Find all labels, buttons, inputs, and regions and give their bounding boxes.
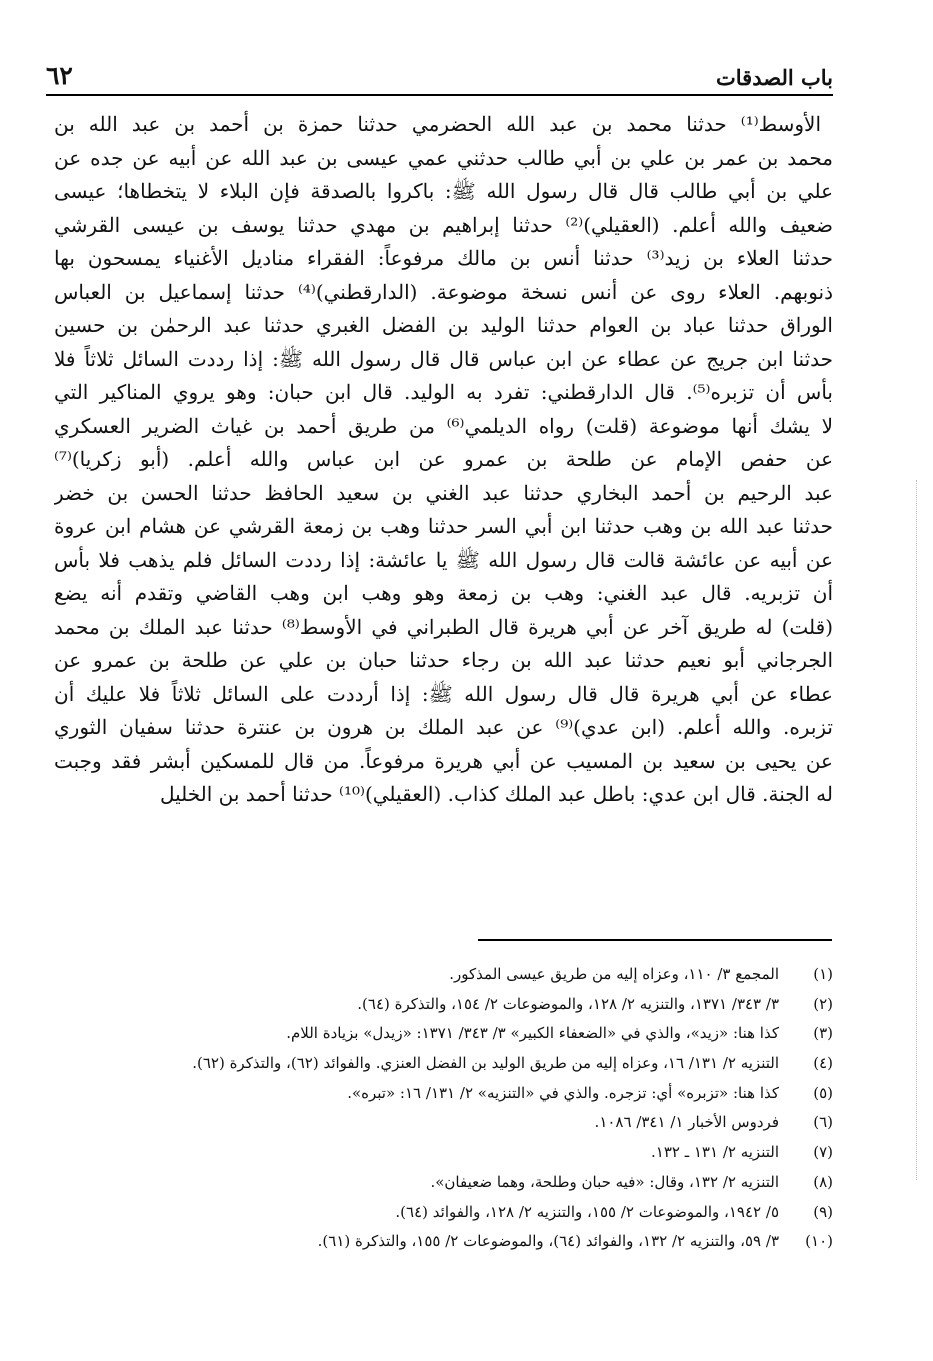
footnote-number: (٩) bbox=[813, 1202, 833, 1221]
text-line: علي بن أبي طالب قال قال رسول الله ﷺ: باكروا بالصدقة فإن البلاء لا يتخطاها؛ عيسى bbox=[54, 179, 833, 203]
text-line: الوراق حدثنا عباد بن العوام حدثنا الوليد بن الفضل الغبري حدثنا عبد الرحمٰن بن حسين bbox=[54, 313, 833, 337]
page-header bbox=[46, 58, 833, 96]
scan-margin-mark bbox=[916, 480, 919, 1180]
text-line: عن يحيى بن سعيد بن المسيب عن أبي هريرة مرفوعاً. من قال للمسكين أبشر فقد وجبت bbox=[54, 748, 833, 773]
footnote-text: التنزيه ٢/ ١٣١ ـ ١٣٢. bbox=[650, 1143, 779, 1162]
text-line: ضعيف والله أعلم. (العقيلي)⁽²⁾ حدثنا إبراهيم بن مهدي حدثنا يوسف بن عيسى القرشي bbox=[54, 212, 833, 237]
footnote-number: (٧) bbox=[813, 1143, 833, 1162]
text-line: عن أبيه عن عائشة قالت قال رسول الله ﷺ يا عائشة: إذا رددت السائل فلم يذهب فلا بأس bbox=[54, 547, 833, 572]
footnote-number: (٢) bbox=[813, 994, 833, 1013]
main-text bbox=[54, 108, 833, 812]
text-line: محمد بن عمر بن علي بن أبي طالب حدثني عمي عيسى بن عبد الله عن أبيه عن جده عن bbox=[54, 145, 833, 170]
footnote-number: (٦) bbox=[813, 1113, 833, 1132]
footnote-text: ٣/ ٥٩، والتنزيه ٢/ ١٣٢، والفوائد (٦٤)، والموضوعات ٢/ ١٥٥، والتذكرة (٦١). bbox=[317, 1232, 779, 1251]
text-line: عن حفص الإمام عن طلحة بن عمرو عن ابن عباس والله أعلم. (أبو زكريا)⁽⁷⁾ bbox=[54, 447, 833, 471]
footnote bbox=[40, 1049, 833, 1079]
text-line: حدثنا ابن جريج عن عطاء عن ابن عباس قال قال رسول الله ﷺ: إذا رددت السائل ثلاثاً فلا bbox=[54, 346, 833, 371]
footnote-text: كذا هنا: «تزبره» أي: تزجره. والذي في «التنزيه» ٢/ ١٣١/ ١٦: «تبره». bbox=[347, 1083, 779, 1102]
footnote-separator bbox=[478, 939, 832, 941]
footnote bbox=[40, 960, 833, 990]
footnote-text: التنزيه ٢/ ١٣١/ ١٦، وعزاه إليه من طريق الوليد بن الفضل العنزي. والفوائد (٦٢)، والتذكرة (٦٢). bbox=[192, 1054, 779, 1073]
footnote-number: (٣) bbox=[813, 1024, 833, 1043]
footnote bbox=[40, 990, 833, 1020]
footnote bbox=[40, 1108, 833, 1138]
text-line: (قلت) له طريق آخر عن أبي هريرة قال الطبراني في الأوسط⁽⁸⁾ حدثنا عبد الملك بن محمد bbox=[54, 614, 833, 639]
footnote-text: ٥/ ١٩٤٢، والموضوعات ٢/ ١٥٥، والتنزيه ٢/ ١٢٨، والفوائد (٦٤). bbox=[395, 1202, 779, 1221]
footnote-text: المجمع ٣/ ١١٠، وعزاه إليه من طريق عيسى المذكور. bbox=[449, 965, 779, 983]
footnote bbox=[40, 1079, 833, 1109]
text-line: ذنوبهم. العلاء روى عن أنس نسخة موضوعة. (الدارقطني)⁽⁴⁾ حدثنا إسماعيل بن العباس bbox=[54, 279, 833, 304]
footnotes bbox=[40, 960, 833, 1257]
page-number: ٦٢ bbox=[46, 61, 73, 90]
footnote-number: (١) bbox=[813, 965, 833, 983]
footnote-text: كذا هنا: «زيد»، والذي في «الضعفاء الكبير» ٣/ ٣٤٣/ ١٣٧١: «زيدل» بزيادة اللام. bbox=[286, 1024, 779, 1043]
footnote bbox=[40, 1019, 833, 1049]
footnote-number: (٥) bbox=[813, 1083, 833, 1102]
text-line: عطاء عن أبي هريرة قال قال رسول الله ﷺ: إذا أرددت على السائل ثلاثاً فلا عليك أن bbox=[54, 681, 833, 706]
text-line: أن تزبريه. قال عبد الغني: وهب بن زمعة وهو وهب ابن وهب القاضي وتقدم أنه يضع bbox=[54, 581, 833, 605]
text-line: لا يشك أنها موضوعة (قلت) رواه الديلمي⁽⁶⁾ من طريق أحمد بن غياث الضرير العسكري bbox=[54, 413, 833, 438]
footnote-text: فردوس الأخبار ١/ ٣٤١/ ١٠٨٦. bbox=[594, 1113, 779, 1132]
text-line: الأوسط⁽¹⁾ حدثنا محمد بن عبد الله الحضرمي حدثنا حمزة بن أحمد بن عبد الله بن bbox=[54, 112, 821, 136]
footnote bbox=[40, 1168, 833, 1198]
footnote-number: (٤) bbox=[813, 1054, 833, 1073]
text-line: بأس أن تزبره⁽⁵⁾. قال الدارقطني: تفرد به الوليد. قال ابن حبان: وهو يروي المناكير التي bbox=[54, 380, 833, 404]
footnote bbox=[40, 1198, 833, 1228]
text-line: الجرجاني أبو نعيم حدثنا عبد الله بن رجاء حدثنا حبان بن علي عن طلحة بن عمرو عن bbox=[54, 648, 833, 672]
text-line: حدثنا العلاء بن زيد⁽³⁾ حدثنا أنس بن مالك مرفوعاً: الفقراء مناديل الأغنياء يمسحون بها bbox=[54, 246, 833, 270]
footnote bbox=[40, 1138, 833, 1168]
text-line: عبد الرحيم بن أحمد البخاري حدثنا عبد الغني بن سعيد الحافظ حدثنا الحسن بن خضر bbox=[54, 480, 833, 505]
running-title: باب الصدقات bbox=[716, 65, 833, 90]
footnote-number: (١٠) bbox=[805, 1232, 833, 1251]
footnote-number: (٨) bbox=[813, 1172, 833, 1191]
text-line: حدثنا عبد الله بن وهب حدثنا ابن أبي السر حدثنا وهب بن زمعة القرشي عن هشام ابن عروة bbox=[54, 514, 833, 538]
footnote-text: ٣/ ٣٤٣/ ١٣٧١، والتنزيه ٢/ ١٢٨، والموضوعات ٢/ ١٥٤، والتذكرة (٦٤). bbox=[357, 994, 779, 1013]
footnote-text: التنزيه ٢/ ١٣٢، وقال: «فيه حبان وطلحة، وهما ضعيفان». bbox=[430, 1172, 779, 1191]
text-line: له الجنة. قال ابن عدي: باطل عبد الملك كذاب. (العقيلي)⁽¹⁰⁾ حدثنا أحمد بن الخليل bbox=[159, 782, 833, 806]
text-line: تزبره. والله أعلم. (ابن عدي)⁽⁹⁾ عن عبد الملك بن هرون بن عنترة حدثنا سفيان الثوري bbox=[54, 715, 833, 739]
footnote bbox=[40, 1227, 833, 1257]
